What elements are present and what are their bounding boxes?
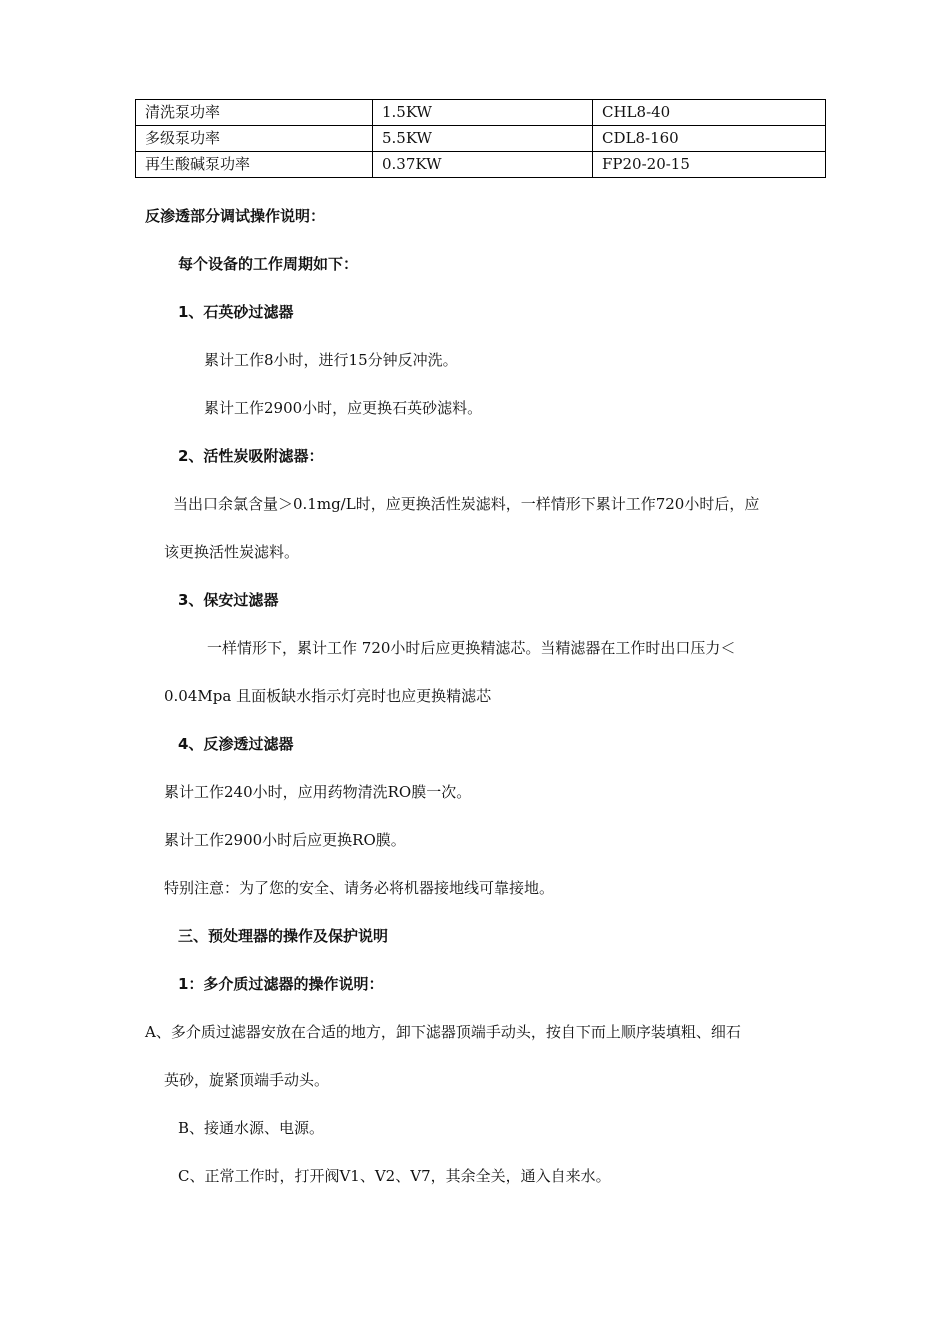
table-row — [136, 152, 826, 178]
paragraph-line: 当出口余氯含量＞0.1mg/L时，应更换活性炭滤料，一样情形下累计工作720小时后，应 — [173, 495, 760, 513]
paragraph-line: 累计工作240小时，应用药物清洗RO膜一次。 — [164, 783, 472, 801]
table-cell: 1.5KW — [373, 100, 593, 126]
item-heading: 3、保安过滤器 — [178, 591, 279, 609]
paragraph-line: 一样情形下，累计工作 720小时后应更换精滤芯。当精滤器在工作时出口压力＜ — [207, 639, 736, 657]
table-cell: FP20-20-15 — [593, 152, 826, 178]
paragraph-line: 累计工作8小时，进行15分钟反冲洗。 — [204, 351, 458, 369]
item-heading: 2、活性炭吸附滤器： — [178, 447, 324, 465]
table-cell: CHL8-40 — [593, 100, 826, 126]
section-heading: 三、预处理器的操作及保护说明 — [178, 927, 389, 945]
table-row — [136, 100, 826, 126]
paragraph-line: 累计工作2900小时后应更换RO膜。 — [164, 831, 406, 849]
table-cell: 5.5KW — [373, 126, 593, 152]
table-row — [136, 126, 826, 152]
table-cell: 0.37KW — [373, 152, 593, 178]
item-heading: 4、反渗透过滤器 — [178, 735, 294, 753]
pump-spec-table — [135, 99, 826, 178]
table-cell: 多级泵功率 — [136, 126, 373, 152]
paragraph-line: B、接通水源、电源。 — [178, 1119, 325, 1137]
table-cell: 再生酸碱泵功率 — [136, 152, 373, 178]
paragraph-line: C、正常工作时，打开阀V1、V2、V7，其余全关，通入自来水。 — [178, 1167, 611, 1185]
item-heading: 1、石英砂过滤器 — [178, 303, 294, 321]
paragraph-line: 累计工作2900小时，应更换石英砂滤料。 — [204, 399, 483, 417]
paragraph-line: 0.04Mpa 且面板缺水指示灯亮时也应更换精滤芯 — [164, 687, 492, 705]
paragraph-line: A、多介质过滤器安放在合适的地方，卸下滤器顶端手动头，按自下而上顺序装填粗、细石 — [145, 1023, 741, 1041]
subheading: 每个设备的工作周期如下： — [178, 255, 359, 273]
table-cell: 清洗泵功率 — [136, 100, 373, 126]
table-cell: CDL8-160 — [593, 126, 826, 152]
warning-note: 特别注意：为了您的安全、请务必将机器接地线可靠接地。 — [164, 879, 555, 897]
subheading: 1：多介质过滤器的操作说明： — [178, 975, 384, 993]
paragraph-line: 英砂，旋紧顶端手动头。 — [164, 1071, 330, 1089]
paragraph-line: 该更换活性炭滤料。 — [164, 543, 300, 561]
section-heading: 反渗透部分调试操作说明： — [145, 207, 326, 225]
